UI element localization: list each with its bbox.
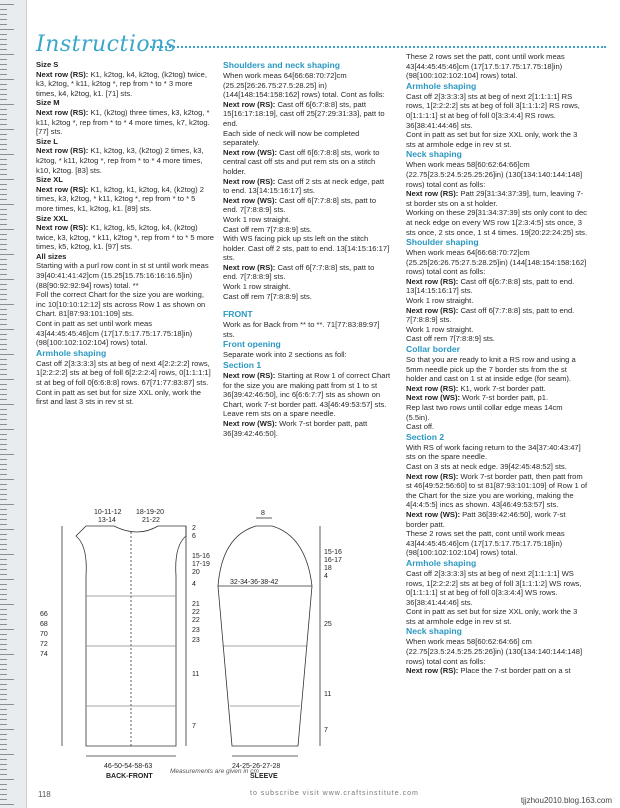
ruler-tick: [0, 284, 7, 285]
ruler-tick: [0, 269, 7, 270]
back-right-measure: 22: [192, 617, 200, 624]
instruction-paragraph: Next row (RS): Starting at Row 1 of correct Chart for the size you are making patt from st 1 to st 36[39:42:46:50], inc 6[6:6:7:7] sts as shown on Chart, work 7-st border patt. 43[46:49:53:57] sts. Leave rem sts on a spare needle.: [223, 371, 391, 419]
instruction-paragraph: Next row (RS): K1, k2tog, k5, k2tog, k4, (k2tog) twice, k3, k2tog, * k11, k2tog *, rep from * to * 5 more times, k5, k2tog, k1. [97] sts.: [36, 223, 214, 252]
ruler-tick: [0, 439, 7, 440]
ruler-tick: [0, 559, 7, 560]
instruction-paragraph: Cont in patt as set but for size XXL only, work the 3 sts at armhole edge in rev st st.: [406, 130, 578, 149]
ruler-tick: [0, 179, 14, 180]
instruction-paragraph: With RS of work facing return to the 34[37:40:43:47] sts on the spare needle.: [406, 442, 581, 462]
ruler-tick: [0, 164, 7, 165]
ruler-tick: [0, 779, 14, 780]
back-left-measures: [40, 611, 48, 658]
instruction-paragraph: When work meas 58[60:62:64:66]cm (22.75[23.5:24.5:25.25:26]in) (130[134:140:144:148] rows) total cont as folls:: [406, 160, 583, 189]
ruler-tick: [0, 114, 7, 115]
section-heading: Armhole shaping: [406, 80, 477, 91]
instruction-paragraph: When work meas 58[60:62:64:66] cm (22.75[23.5:24.5:25.25:26]in) (130[134:140:144:148] rows) total cont as folls:: [406, 637, 583, 666]
ruler-tick: [0, 84, 7, 85]
ruler-tick: [0, 279, 14, 280]
ruler-tick: [0, 584, 7, 585]
instruction-paragraph: Next row (RS): Place the 7-st border patt on a st: [406, 666, 571, 676]
ruler-tick: [0, 229, 14, 230]
ruler-tick: [0, 599, 7, 600]
ruler-tick: [0, 714, 7, 715]
section-heading: Shoulder shaping: [406, 237, 479, 248]
section-heading: Armhole shaping: [36, 347, 107, 358]
ruler-tick: [0, 539, 7, 540]
ruler-tick: [0, 749, 7, 750]
ruler-tick: [0, 629, 14, 630]
ruler-tick: [0, 224, 7, 225]
instruction-paragraph: Cont in patt as set until work meas 43[44:45:45:46]cm (17[17.5:17.75:17.75:18]in) (98[100:102:102:104] rows) total.: [36, 319, 193, 348]
back-front-diagram: [62, 526, 186, 756]
back-right-measure: 17-19: [192, 561, 210, 568]
instruction-paragraph: With WS facing pick up sts left on the stitch holder. Cast off 2 sts, patt to end. 13[14:15:16:17] sts.: [223, 234, 390, 263]
spacer: [223, 301, 391, 309]
ruler-tick: [0, 109, 7, 110]
ruler-tick: [0, 329, 14, 330]
ruler-tick: [0, 369, 7, 370]
ruler-tick: [0, 769, 7, 770]
diagram-caption: Measurements are given in cm: [170, 768, 259, 775]
instruction-paragraph: Next row (WS): Cast off 6[7:7:8:8] sts, patt to end. 7[7:8:8:9] sts.: [223, 195, 377, 215]
ruler-tick: [0, 534, 7, 535]
ruler-tick: [0, 34, 7, 35]
ruler-tick: [0, 564, 7, 565]
ruler-tick: [0, 394, 7, 395]
back-width-label: 46-50-54-58-63: [104, 763, 153, 770]
instruction-paragraph: Rep last two rows until collar edge meas 14cm (5.5in).: [406, 403, 563, 422]
ruler-tick: [0, 544, 7, 545]
ruler-tick: [0, 389, 7, 390]
ruler-tick: [0, 459, 7, 460]
instruction-paragraph: Next row (RS): K1, k2tog, k3, (k2tog) 2 times, k3, k2tog, * k11, k2tog *, rep from * to * 4 more times, k10, k2tog. [83] sts.: [36, 146, 204, 175]
row-label: Next row (RS):: [223, 262, 276, 272]
ruler-tick: [0, 354, 14, 355]
ruler-tick: [0, 734, 7, 735]
instruction-paragraph: Next row (RS): Work 7-st border patt, then patt from st 46[49:52:56:60] to st 81[87:93:101:109] of Row 1 of the Chart for the size you are working, making the 4[4:4:5:5] incs as shown. 43[46:49:53:57] sts.: [406, 471, 588, 510]
sleeve-top-label: 8: [261, 510, 265, 517]
section-heading: FRONT: [223, 309, 253, 320]
ruler-tick: [0, 89, 7, 90]
ruler-tick: [0, 299, 7, 300]
ruler-tick: [0, 579, 14, 580]
instruction-paragraph: Next row (RS): Cast off 6[6:7:8:8] sts, patt to end. 13[14:15:16:17] sts.: [406, 276, 575, 296]
ruler-tick: [0, 404, 14, 405]
section-heading: Section 2: [406, 431, 445, 442]
row-label: Next row (RS):: [223, 99, 276, 109]
ruler-tick: [0, 719, 7, 720]
ruler-tick: [0, 174, 7, 175]
ruler-tick: [0, 614, 7, 615]
instruction-paragraph: Next row (RS): K1, (k2tog) three times, k3, k2tog, * k11, k2tog *, rep from * to * 4 more times, k7, k2tog. [77] sts.: [36, 107, 210, 137]
ruler-tick: [0, 19, 7, 20]
ruler-tick: [0, 409, 7, 410]
ruler-tick: [0, 4, 14, 5]
ruler-tick: [0, 134, 7, 135]
left-ruler: [0, 0, 27, 808]
instruction-paragraph: Work 1 row straight.: [406, 324, 474, 334]
ruler-tick: [0, 194, 7, 195]
back-right-measure: 4: [192, 581, 196, 588]
ruler-tick: [0, 494, 7, 495]
ruler-tick: [0, 699, 7, 700]
ruler-tick: [0, 499, 7, 500]
row-label: Next row (RS):: [406, 383, 459, 393]
instruction-paragraph: Cont in patt as set but for size XXL only, work the first and last 3 sts in rev st st.: [36, 387, 202, 407]
ruler-tick: [0, 684, 7, 685]
back-right-measure: 22: [192, 609, 200, 616]
ruler-tick: [0, 674, 7, 675]
ruler-tick: [0, 549, 7, 550]
ruler-tick: [0, 319, 7, 320]
instruction-paragraph: When work meas 64[66:68:70:72]cm (25.25[26:26.75:27.5:28.25] in) (144[148:154:158:162] rows) total. Cont as folls:: [223, 71, 385, 100]
ruler-tick: [0, 484, 7, 485]
back-left-measure: 66: [40, 611, 48, 618]
instruction-paragraph: Next row (WS): Work 7-st border patt, patt 36[39:42:46:50].: [223, 419, 368, 438]
row-label: Next row (WS):: [223, 147, 277, 157]
instruction-paragraph: Next row (WS): Work 7-st border patt, p1.: [406, 393, 549, 403]
ruler-tick: [0, 489, 7, 490]
instruction-paragraph: Next row (RS): Cast off 6[7:7:8:8] sts, patt to end. 7[7:8:8:9] sts.: [223, 262, 375, 282]
ruler-tick: [0, 99, 7, 100]
back-left-measure: 70: [40, 631, 48, 638]
sleeve-label: SLEEVE: [250, 773, 278, 780]
ruler-tick: [0, 349, 7, 350]
ruler-tick: [0, 184, 7, 185]
row-label: Next row (RS):: [36, 223, 89, 233]
sleeve-diagram: [218, 518, 320, 756]
back-right-measure: 20: [192, 569, 200, 576]
back-top-right-label: 18-19-20: [136, 509, 165, 516]
ruler-tick: [0, 649, 7, 650]
ruler-tick: [0, 419, 7, 420]
size-heading: Size S: [36, 60, 59, 69]
row-label: Next row (WS):: [223, 419, 277, 428]
row-label: Next row (RS):: [406, 666, 459, 676]
size-heading: Size L: [36, 136, 58, 146]
instruction-paragraph: Cast off rem 7[7:8:8:9] sts.: [223, 224, 312, 234]
row-label: Next row (RS):: [36, 69, 89, 79]
back-top-left-label-2: 13-14: [98, 517, 116, 524]
sleeve-right-measure: 18: [324, 565, 332, 572]
row-label: Next row (WS):: [223, 195, 277, 205]
back-left-measure: 72: [40, 641, 48, 648]
ruler-tick: [0, 529, 14, 530]
ruler-tick: [0, 234, 7, 235]
ruler-tick: [0, 219, 7, 220]
ruler-tick: [0, 159, 7, 160]
ruler-tick: [0, 679, 14, 680]
ruler-tick: [0, 294, 7, 295]
ruler-tick: [0, 24, 7, 25]
back-left-measure: 68: [40, 621, 48, 628]
ruler-tick: [0, 384, 7, 385]
instruction-paragraph: Work as for Back from ** to **. 71[77:83:89:97] sts.: [223, 320, 380, 339]
back-right-measure: 23: [192, 627, 200, 634]
ruler-tick: [0, 764, 7, 765]
ruler-tick: [0, 424, 7, 425]
ruler-tick: [0, 104, 14, 105]
instruction-paragraph: Each side of neck will now be completed separately.: [223, 128, 360, 148]
ruler-tick: [0, 554, 14, 555]
ruler-tick: [0, 464, 7, 465]
row-label: Next row (WS):: [406, 393, 460, 403]
instruction-paragraph: Work 1 row straight.: [223, 282, 291, 292]
ruler-tick: [0, 239, 7, 240]
ruler-tick: [0, 259, 7, 260]
ruler-tick: [0, 169, 7, 170]
instruction-paragraph: These 2 rows set the patt, cont until work meas 43[44:45:45:46]cm (17[17.5:17.75:17.75:18]in) (98[100:102:102:104] rows) total.: [406, 52, 565, 81]
sleeve-right-measure: 11: [324, 691, 332, 698]
instruction-paragraph: So that you are ready to knit a RS row and using a 5mm needle pick up the 7 border sts from the st holder and cast on 1 st at inside edge (for seam).: [406, 355, 576, 384]
ruler-tick: [0, 339, 7, 340]
ruler-tick: [0, 379, 14, 380]
ruler-tick: [0, 729, 14, 730]
ruler-tick: [0, 704, 14, 705]
ruler-tick: [0, 634, 7, 635]
instruction-paragraph: Cast off 2[3:3:3:3] sts at beg of next 2[1:1:1:1] RS rows, 1[2:2:2:2] sts at beg of foll 3[1:1:1:2] RS rows, 0[1:1:1:1] st at beg of foll 0[3:3:4:4] RS rows. 36[38:41:44:46] sts.: [406, 91, 580, 130]
sleeve-right-measure: 25: [324, 621, 332, 628]
sleeve-bottom-label: 24-25-26-27-28: [232, 763, 281, 770]
instruction-paragraph: These 2 rows set the patt, cont until work meas 43[44:45:45:46]cm (17[17.5:17.75:17.75:18]in) (98[100:102:102:104] rows) total.: [406, 529, 565, 558]
back-right-measure: 11: [192, 671, 200, 678]
instruction-paragraph: Next row (RS): K1, work 7-st border patt.: [406, 383, 546, 393]
sleeve-width-label: 32-34-36-38-42: [230, 579, 279, 586]
row-label: Next row (RS):: [406, 189, 459, 199]
ruler-tick: [0, 324, 7, 325]
instruction-paragraph: Next row (RS): Patt 29[31:34:37:39], turn, leaving 7-st border sts on a st holder.: [406, 189, 584, 208]
size-heading: Size M: [36, 98, 60, 108]
back-right-measure: 7: [192, 723, 196, 730]
section-heading: Armhole shaping: [406, 557, 477, 568]
instruction-paragraph: Cast off 2[3:3:3:3] sts at beg of next 4[2:2:2:2] rows, 1[2:2:2:2] sts at beg of foll 6[2:2:2:4] rows, 0[1:1:1:1] st at beg of foll 0[6:6:8:8] rows. 67[71:77:83:87] sts.: [36, 358, 211, 387]
ruler-tick: [0, 204, 14, 205]
instruction-paragraph: Next row (RS): K1, k2tog, k1, k2tog, k4, (k2tog) 2 times, k3, k2tog, * k11, k2tog *, rep from * to * 5 more times, k1, k2tog, k1. [89] sts.: [36, 184, 204, 213]
sleeve-right-measure: 4: [324, 573, 328, 580]
ruler-tick: [0, 14, 7, 15]
ruler-tick: [0, 694, 7, 695]
ruler-tick: [0, 304, 14, 305]
ruler-tick: [0, 129, 14, 130]
ruler-tick: [0, 69, 7, 70]
back-front-label: BACK-FRONT: [106, 773, 153, 780]
ruler-tick: [0, 739, 7, 740]
instruction-paragraph: Next row (RS): Cast off 6[7:7:8:8] sts, patt to end. 7[7:8:8:9] sts.: [406, 305, 575, 325]
ruler-tick: [0, 44, 7, 45]
back-top-right-label-2: 21-22: [142, 517, 160, 524]
ruler-tick: [0, 619, 7, 620]
title-divider: [150, 46, 606, 48]
ruler-tick: [0, 264, 7, 265]
column-1: [36, 60, 214, 407]
ruler-tick: [0, 644, 7, 645]
ruler-tick: [0, 364, 7, 365]
ruler-tick: [0, 94, 7, 95]
section-heading: Neck shaping: [406, 149, 462, 160]
row-label: Next row (RS):: [36, 107, 89, 117]
ruler-tick: [0, 449, 7, 450]
ruler-tick: [0, 59, 7, 60]
ruler-tick: [0, 189, 7, 190]
size-heading: Size XXL: [36, 213, 69, 223]
ruler-tick: [0, 199, 7, 200]
ruler-tick: [0, 414, 7, 415]
back-right-measure: 6: [192, 533, 196, 540]
instruction-paragraph: Next row (RS): Cast off 2 sts at neck edge, patt to end. 13[14:15:16:17] sts.: [223, 176, 385, 196]
ruler-tick: [0, 244, 7, 245]
column-3: [406, 52, 588, 676]
back-right-measure: 21: [192, 601, 200, 608]
instruction-paragraph: Cast off.: [406, 422, 435, 432]
row-label: Next row (RS):: [36, 146, 89, 156]
ruler-tick: [0, 79, 14, 80]
row-label: Next row (RS):: [223, 371, 276, 381]
row-label: Next row (RS):: [36, 184, 89, 194]
ruler-tick: [0, 574, 7, 575]
row-label: Next row (RS):: [406, 276, 459, 286]
ruler-tick: [0, 309, 7, 310]
ruler-tick: [0, 154, 14, 155]
ruler-tick: [0, 124, 7, 125]
row-label: Next row (WS):: [406, 509, 460, 519]
instruction-paragraph: Starting with a purl row cont in st st until work meas 39[40:41:41:42]cm (15.25[15.75:16:16:16.5]in) (88[90:92:92:94] rows) total. **: [36, 261, 209, 290]
ruler-tick: [0, 654, 14, 655]
section-heading: Neck shaping: [406, 626, 462, 637]
ruler-tick: [0, 209, 7, 210]
row-label: Next row (RS):: [406, 471, 459, 481]
ruler-tick: [0, 289, 7, 290]
ruler-tick: [0, 9, 7, 10]
ruler-tick: [0, 64, 7, 65]
instruction-paragraph: Cast off 2[3:3:3:3] sts at beg of next 2[1:1:1:1] WS rows, 1[2:2:2:2] sts at beg of foll 3[1:1:1:2] WS rows, 0[1:1:1:1] st at beg of foll 0[3:3:4:4] WS rows. 36[38:41:44:46] sts.: [406, 568, 582, 607]
garment-schematic: [36, 506, 342, 782]
size-heading: All sizes: [36, 251, 67, 261]
ruler-tick: [0, 399, 7, 400]
ruler-tick: [0, 29, 14, 30]
back-left-measure: 74: [40, 651, 48, 658]
ruler-tick: [0, 274, 7, 275]
ruler-tick: [0, 39, 7, 40]
row-label: Next row (RS):: [406, 305, 459, 315]
instruction-paragraph: Next row (WS): Patt 36[39:42:46:50], work 7-st border patt.: [406, 509, 566, 529]
section-heading: Front opening: [223, 339, 281, 350]
ruler-tick: [0, 144, 7, 145]
sleeve-right-measures: [324, 549, 342, 734]
ruler-tick: [0, 569, 7, 570]
ruler-tick: [0, 474, 7, 475]
ruler-tick: [0, 609, 7, 610]
section-heading: Shoulders and neck shaping: [223, 60, 340, 70]
ruler-tick: [0, 509, 7, 510]
ruler-tick: [0, 139, 7, 140]
back-right-measures: [192, 525, 210, 730]
ruler-tick: [0, 374, 7, 375]
ruler-tick: [0, 589, 7, 590]
ruler-tick: [0, 149, 7, 150]
ruler-tick: [0, 344, 7, 345]
ruler-tick: [0, 504, 14, 505]
instruction-paragraph: Separate work into 2 sections as foll:: [223, 350, 347, 360]
footer: [0, 782, 620, 808]
ruler-tick: [0, 664, 7, 665]
ruler-tick: [0, 669, 7, 670]
ruler-tick: [0, 254, 14, 255]
instruction-paragraph: Working on these 29[31:34:37:39] sts only cont to dec at neck edge on every WS row 1[2:3:4:5] sts once, 3 sts once, 2 sts once, 1 st 4 times. 19[20:22:24:25] sts.: [406, 208, 588, 237]
row-label: Next row (RS):: [223, 176, 276, 186]
sleeve-right-measure: 7: [324, 727, 328, 734]
back-right-measure: 23: [192, 637, 200, 644]
ruler-tick: [0, 689, 7, 690]
ruler-tick: [0, 754, 14, 755]
instruction-paragraph: Cont in patt as set but for size XXL only, work the 3 sts at armhole edge in rev st st.: [406, 607, 578, 626]
subscribe-link[interactable]: to subscribe visit www.craftsinstitute.com: [250, 790, 419, 797]
ruler-tick: [0, 429, 14, 430]
ruler-tick: [0, 49, 7, 50]
ruler-tick: [0, 334, 7, 335]
page-title: Instructions: [36, 32, 177, 57]
ruler-tick: [0, 524, 7, 525]
ruler-tick: [0, 74, 7, 75]
back-right-measure: 15-16: [192, 553, 210, 560]
ruler-tick: [0, 469, 7, 470]
ruler-tick: [0, 774, 7, 775]
ruler-tick: [0, 594, 7, 595]
ruler-tick: [0, 214, 7, 215]
ruler-tick: [0, 709, 7, 710]
ruler-tick: [0, 454, 14, 455]
instruction-paragraph: Work 1 row straight.: [223, 214, 291, 224]
sleeve-right-measure: 16-17: [324, 557, 342, 564]
ruler-tick: [0, 519, 7, 520]
back-right-measure: 2: [192, 525, 196, 532]
ruler-tick: [0, 604, 14, 605]
ruler-tick: [0, 359, 7, 360]
instruction-paragraph: Cast off rem 7[7:8:8:9] sts.: [406, 334, 495, 344]
sleeve-right-measure: 15-16: [324, 549, 342, 556]
ruler-tick: [0, 624, 7, 625]
ruler-tick: [0, 479, 14, 480]
ruler-tick: [0, 639, 7, 640]
page-number: 118: [38, 790, 51, 799]
instruction-paragraph: Next row (RS): Cast off 6[6:7:8:8] sts, patt 15[16:17:18:19], cast off 25[27:29:31:33], patt to end.: [223, 99, 385, 128]
instruction-paragraph: Cast off rem 7[7:8:8:9] sts.: [223, 291, 312, 301]
instruction-paragraph: When work meas 64[66:68:70:72]cm (25.25[26:26.75:27.5:28.25]in) (144[148:154:158:162] rows) total cont as folls:: [406, 248, 587, 277]
ruler-tick: [0, 54, 14, 55]
ruler-tick: [0, 514, 7, 515]
instruction-paragraph: Next row (RS): K1, k2tog, k4, k2tog, (k2tog) twice, k3, k2tog, * k11, k2tog *, rep from * to * 3 more times, k4, k2tog, k1. [71] sts.: [36, 69, 207, 98]
ruler-tick: [0, 724, 7, 725]
instruction-paragraph: Next row (WS): Cast off 6[6:7:8:8] sts, work to central cast off sts and put rem sts on a stitch holder.: [223, 147, 380, 176]
back-top-left-label: 10-11-12: [94, 509, 122, 516]
instruction-paragraph: Foll the correct Chart for the size you are working, inc 10[10:10:12:12] sts across Row 1 as shown on Chart. 81[87:93:101:109] sts.: [36, 290, 206, 319]
ruler-tick: [0, 434, 7, 435]
ruler-tick: [0, 759, 7, 760]
section-heading: Collar border: [406, 344, 460, 355]
watermark: tjjzhou2010.blog.163.com: [520, 796, 612, 805]
ruler-tick: [0, 119, 7, 120]
instruction-paragraph: Work 1 row straight.: [406, 296, 474, 306]
size-heading: Size XL: [36, 175, 64, 185]
ruler-tick: [0, 744, 7, 745]
ruler-tick: [0, 444, 7, 445]
column-2: [223, 60, 391, 438]
ruler-tick: [0, 659, 7, 660]
ruler-tick: [0, 249, 7, 250]
section-heading: Section 1: [223, 360, 262, 371]
ruler-tick: [0, 314, 7, 315]
instruction-paragraph: Cast on 3 sts at neck edge. 39[42:45:48:52] sts.: [406, 461, 567, 471]
